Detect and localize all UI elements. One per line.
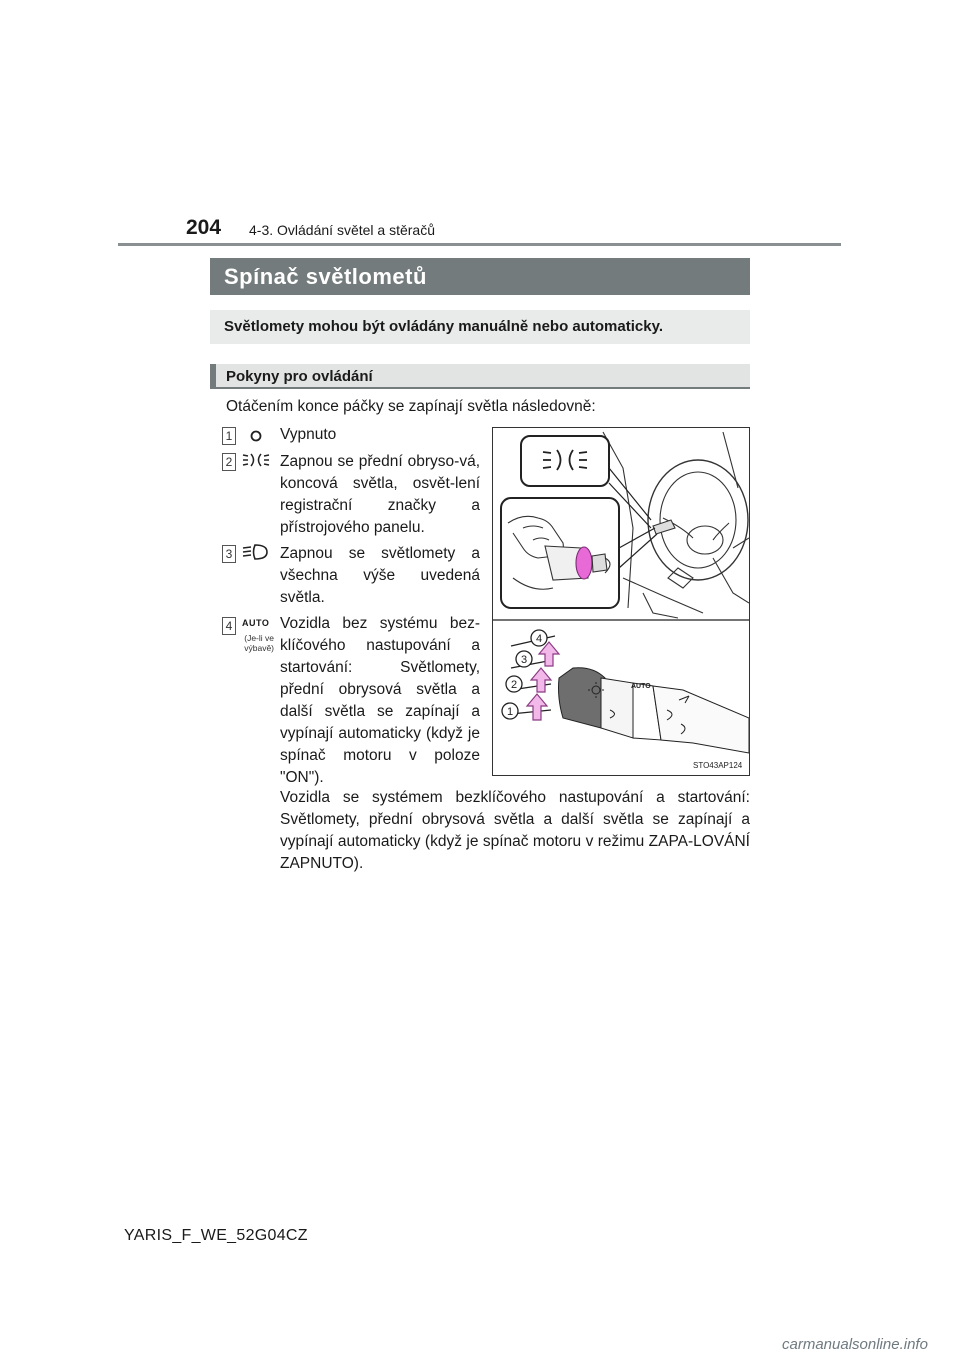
title-bar: [210, 258, 750, 295]
paragraph: Otáčením konce páčky se zapínají světla následovně:: [226, 398, 596, 415]
subsection-accent: [210, 364, 216, 389]
parking-lights-icon: [242, 451, 270, 469]
callout-2: 2: [510, 679, 518, 691]
headlight-switch-illustration: [493, 428, 749, 775]
item-text: Zapnou se světlomety a všechna výše uvedená světla.: [280, 545, 480, 606]
item-number: 3: [222, 545, 236, 563]
page-number: 204: [186, 216, 222, 239]
availability-note: (Je-li ve výbavě): [244, 633, 274, 653]
headlight-switch-figure: [492, 427, 750, 776]
callout-3: 3: [520, 654, 528, 666]
item-number: 1: [222, 427, 236, 445]
page-title: Spínač světlometů: [224, 264, 427, 289]
item-text: Vypnuto: [280, 426, 337, 443]
footer-code: YARIS_F_WE_52G04CZ: [124, 1227, 308, 1244]
headlight-icon: [242, 543, 268, 561]
header-rule: [118, 243, 841, 246]
off-icon: [248, 428, 264, 444]
intro-box: [210, 310, 750, 344]
subsection-title: Pokyny pro ovládání: [226, 368, 373, 385]
section-reference: 4-3. Ovládání světel a stěračů: [249, 222, 435, 238]
auto-icon: AUTO: [242, 618, 270, 628]
item-number: 2: [222, 453, 236, 471]
figure-code: STO43AP124: [693, 761, 743, 770]
callout-4: 4: [535, 633, 543, 645]
item-text: Zapnou se přední obryso-vá, koncová světla, osvět-lení registrační značky a přístrojového panelu.: [280, 453, 480, 536]
intro-text: Světlomety mohou být ovládány manuálně nebo automaticky.: [224, 318, 663, 335]
callout-1: 1: [506, 706, 514, 718]
paragraph-keyless: Vozidla se systémem bezklíčového nastupování a startování: Světlomety, přední obrysová světla a další světla se zapínají a vypínají automaticky (když je spínač motoru v režimu ZAPA-LOVÁNÍ ZAPNUTO).: [280, 789, 750, 872]
item-number: 4: [222, 617, 236, 635]
lever-auto-label: AUTO: [631, 683, 651, 690]
watermark: carmanualsonline.info: [782, 1336, 928, 1353]
subsection-heading: [210, 364, 750, 389]
item-text: Vozidla bez systému bez-klíčového nastupování a startování: Světlomety, přední obrysová světla a další světla se zapínají a vypínají automaticky (když je spínač motoru v poloze "ON").: [280, 615, 480, 786]
